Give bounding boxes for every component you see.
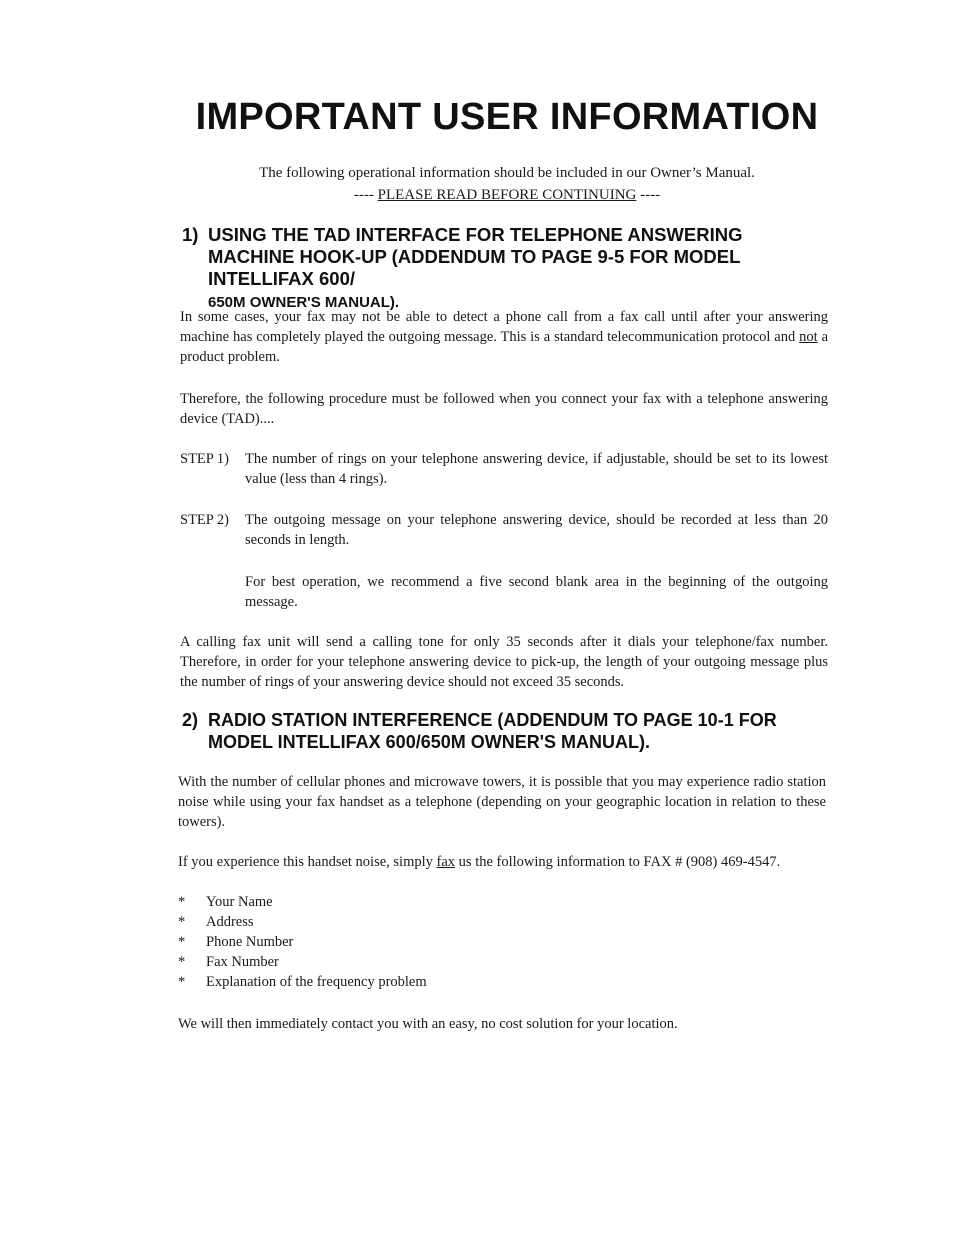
step-2-label: STEP 2)	[180, 512, 230, 528]
section1-para1-end: a product problem.	[180, 329, 828, 365]
section1-heading-tail: 650M OWNER'S MANUAL).	[208, 294, 400, 311]
list-item-text: Your Name	[206, 894, 273, 910]
section2-heading	[182, 709, 832, 753]
list-item-text: Phone Number	[206, 934, 294, 950]
bullet-star: *	[178, 894, 186, 910]
step-2-note-text: For best operation, we recommend a five second blank area in the beginning of the outgoing message.	[245, 574, 828, 610]
list-item	[178, 972, 427, 992]
page-title: IMPORTANT USER INFORMATION	[195, 96, 819, 138]
list-item-text: Fax Number	[206, 954, 279, 970]
bullet-star: *	[178, 914, 186, 930]
list-item	[178, 912, 427, 932]
intro-line: The following operational information should be included in our Owner’s Manual.	[259, 165, 755, 181]
list-item	[178, 932, 427, 952]
bullet-star: *	[178, 974, 186, 990]
step-2-note	[180, 572, 828, 612]
step-1-text: The number of rings on your telephone answering device, if adjustable, should be set to its lowest value (less than 4 rings).	[245, 451, 828, 487]
section2-heading-text: RADIO STATION INTERFERENCE (ADDENDUM TO PAGE 10-1 FOR MODEL INTELLIFAX 600/650M OWNER'S MANUAL).	[208, 710, 777, 752]
closing-paragraph: We will then immediately contact you with an easy, no cost solution for your location.	[178, 1016, 678, 1032]
section2-number: 2)	[182, 710, 199, 730]
step-1-label: STEP 1)	[180, 451, 230, 467]
section2-para2-prefix: If you experience this handset noise, simply	[178, 854, 437, 870]
dash-suffix: ----	[636, 187, 661, 203]
section2-paragraph-2	[178, 852, 838, 872]
section2-para2-suffix: us the following information to FAX # (908) 469-4547.	[455, 854, 781, 870]
bullet-star: *	[178, 934, 186, 950]
section1-paragraph-3: A calling fax unit will send a calling tone for only 35 seconds after it dials your telephone/fax number. Therefore, in order for your telephone answering device to pick-up, the length of your outgoing message plus the number of rings of your answering device should not exceed 35 seconds.	[180, 634, 828, 690]
list-item-text: Address	[206, 914, 254, 930]
bullet-star: *	[178, 954, 186, 970]
section1-paragraph-1	[180, 307, 828, 367]
section2-paragraph-1: With the number of cellular phones and microwave towers, it is possible that you may experience radio station noise while using your fax handset as a telephone (depending on your geographic location in relation to these towers).	[178, 774, 826, 830]
section1-para1-main: In some cases, your fax may not be able to detect a phone call from a fax call until after your answering machine has completely played the outgoing message. This is a standard telecommunication protocol and	[180, 309, 828, 345]
section1-number: 1)	[182, 224, 199, 245]
section1-heading	[182, 224, 832, 314]
step-1	[180, 449, 828, 489]
step-2-text: The outgoing message on your telephone answering device, should be recorded at less than 20 seconds in length.	[245, 512, 828, 548]
section1-paragraph-2: Therefore, the following procedure must be followed when you connect your fax with a telephone answering device (TAD)....	[180, 391, 828, 427]
step-2	[180, 510, 828, 550]
dash-prefix: ----	[353, 187, 378, 203]
intro-block	[0, 162, 954, 206]
section1-para1-not: not	[799, 329, 818, 345]
list-item	[178, 892, 427, 912]
read-before-text: PLEASE READ BEFORE CONTINUING	[377, 187, 637, 203]
section1-heading-main: USING THE TAD INTERFACE FOR TELEPHONE ANSWERING MACHINE HOOK-UP (ADDENDUM TO PAGE 9-5 FOR MODEL INTELLIFAX 600/	[208, 224, 743, 289]
list-item	[178, 952, 427, 972]
list-item-text: Explanation of the frequency problem	[206, 974, 427, 990]
read-before-line	[0, 184, 954, 206]
info-list	[178, 892, 427, 992]
section2-para2-fax: fax	[436, 854, 456, 870]
section1-heading-text	[182, 224, 832, 314]
